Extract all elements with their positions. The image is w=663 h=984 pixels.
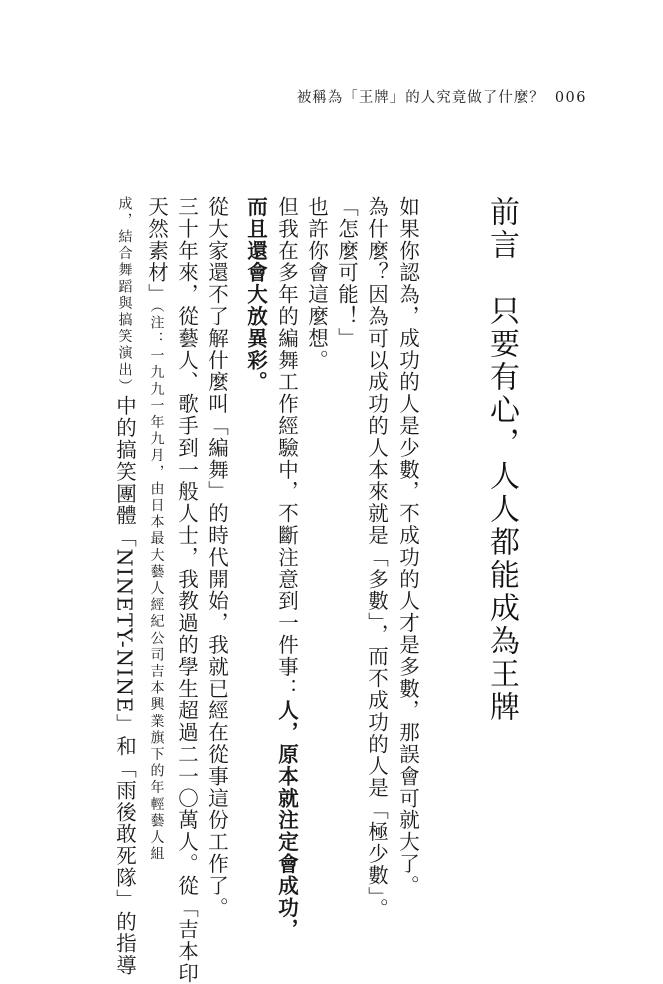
body-text: 中的搞笑團體「NINETY-NINE」和「雨後敢死隊」的指導 [112,395,137,977]
body-line [245,196,266,393]
body-line [146,196,167,863]
bold-emphasis: 而且還會大放異彩。 [243,196,268,394]
chapter-title: 前言 只要有心，人人都能成為王牌 [484,196,519,724]
bold-emphasis: 人，原本就注定會成功， [274,699,299,941]
body-line: 從大家還不了解什麼叫「編舞」的時代開始，我就已經在從事這份工作了。 [204,196,229,919]
body-line [114,196,135,976]
footnote-inline: （注：一九九一年九月，由日本最大藝人經紀公司吉本興業旗下的年輕藝人組 [148,305,165,863]
body-text: 天然素材」 [144,196,169,306]
running-head-title: 被稱為「王牌」的人究竟做了什麼？ [296,90,545,106]
body-text: 但我在多年的編舞工作經驗中，不斷注意到一件事： [274,196,299,700]
body-line: 為什麼？因為可以成功的人本來就是「多數」，而不成功的人是「極少數」。 [364,196,389,921]
footnote-inline: 成，結合舞蹈與搞笑演出） [116,196,133,396]
body-line: 如果你認為，成功的人是少數，不成功的人才是多數，那誤會可就大了。 [395,196,420,897]
page-number: 006 [554,90,587,106]
body-line: 也許你會這麼想。 [304,196,329,372]
body-line [276,196,297,941]
body-line: 三十年來，從藝人、歌手到一般人士，我教過的學生超過二一〇萬人。從「吉本印 [174,196,199,984]
running-head [297,86,587,107]
body-line: 「怎麼可能！」 [334,196,359,350]
